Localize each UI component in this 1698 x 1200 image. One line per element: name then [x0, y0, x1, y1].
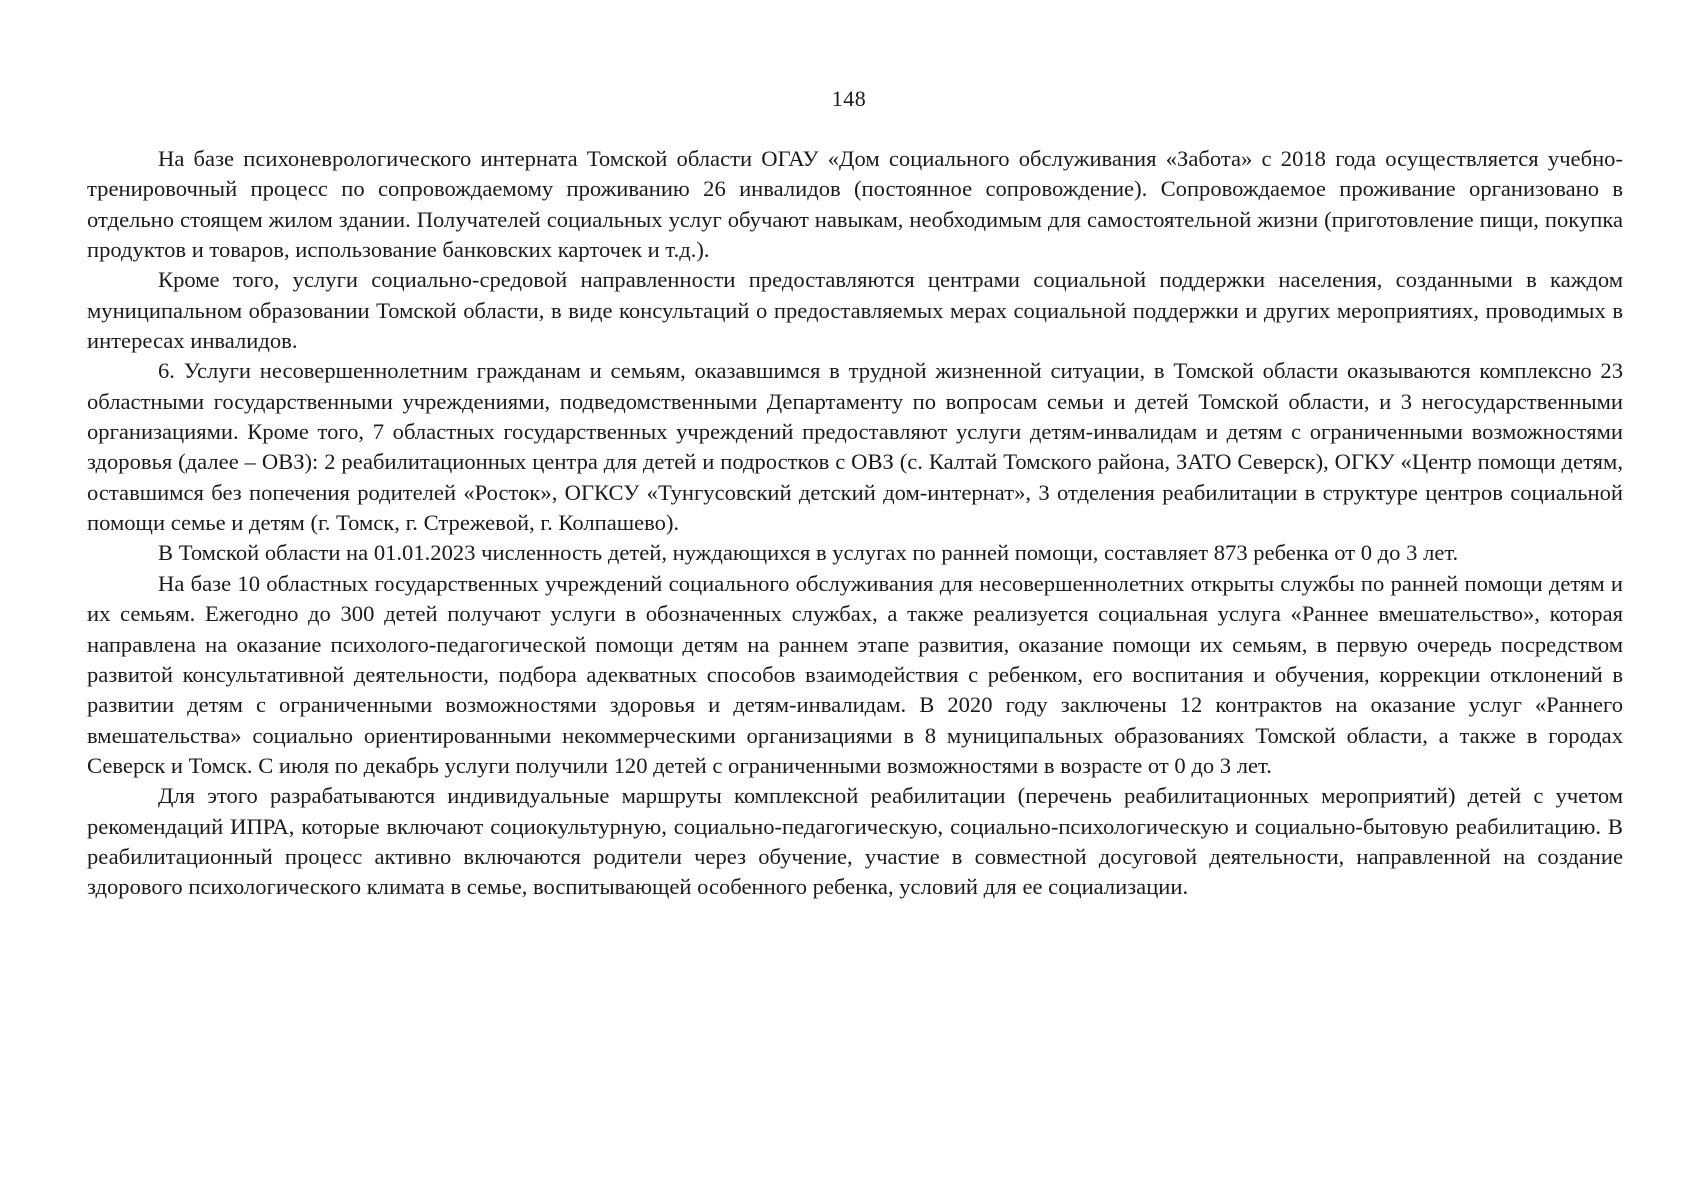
paragraph-supported-living: На базе психоневрологического интерната Томской области ОГАУ «Дом социального обслуживания «Забота» с 2018 года осуществляется учебно-тренировочный процесс по сопровождаемому проживанию 26 инвалидов (постоянное сопровождение). Сопровождаемое проживание организовано в отдельно стоящем жилом здании. Получателей социальных услуг обучают навыкам, необходимым для самостоятельной жизни (приготовление пищи, покупка продуктов и товаров, использование банковских карточек и т.д.).: [87, 146, 1623, 263]
page-number: 148: [831, 86, 867, 111]
paragraph-early-help-services: На базе 10 областных государственных учреждений социального обслуживания для несовершеннолетних открыты службы по ранней помощи детям и их семьям. Ежегодно до 300 детей получают услуги в обозначенных службах, а также реализуется социальная услуга «Раннее вмешательство», которая направлена на оказание психолого-педагогической помощи детям на раннем этапе развития, оказание помощи их семьям, в первую очередь посредством развитой консультативной деятельности, подбора адекватных способов взаимодействия с ребенком, его воспитания и обучения, коррекции отклонений в развитии детям с ограниченными возможностями здоровья и детям-инвалидам. В 2020 году заключены 12 контрактов на оказание услуг «Раннего вмешательства» социально ориентированными некоммерческими организациями в 8 муниципальных образованиях Томской области, а также в городах Северск и Томск. С июля по декабрь услуги получили 120 детей с ограниченными возможностями в возрасте от 0 до 3 лет.: [87, 570, 1623, 778]
paragraph-social-support-centers: Кроме того, услуги социально-средовой направленности предоставляются центрами социальной поддержки населения, созданными в каждом муниципальном образовании Томской области, в виде консультаций о предоставляемых мерах социальной поддержки и других мероприятиях, проводимых в интересах инвалидов.: [87, 267, 1623, 354]
paragraph-early-help-count: В Томской области на 01.01.2023 численность детей, нуждающихся в услугах по ранней помощи, составляет 873 ребенка от 0 до 3 лет.: [158, 540, 1459, 566]
paragraph-services-minors: 6. Услуги несовершеннолетним гражданам и семьям, оказавшимся в трудной жизненной ситуации, в Томской области оказываются комплексно 23 областными государственными учреждениями, подведомственными Департаменту по вопросам семьи и детей Томской области, и 3 негосударственными организациями. Кроме того, 7 областных государственных учреждений предоставляют услуги детям-инвалидам и детям с ограниченными возможностями здоровья (далее – ОВЗ): 2 реабилитационных центра для детей и подростков с ОВЗ (с. Калтай Томского района, ЗАТО Северск), ОГКУ «Центр помощи детям, оставшимся без попечения родителей «Росток», ОГКСУ «Тунгусовский детский дом-интернат», 3 отделения реабилитации в структуре центров социальной помощи семье и детям (г. Томск, г. Стрежевой, г. Колпашево).: [87, 358, 1623, 536]
paragraph-rehabilitation-routes: Для этого разрабатываются индивидуальные маршруты комплексной реабилитации (перечень реабилитационных мероприятий) детей с учетом рекомендаций ИПРА, которые включают социокультурную, социально-педагогическую, социально-психологическую и социально-бытовую реабилитацию. В реабилитационный процесс активно включаются родители через обучение, участие в совместной досуговой деятельности, направленной на создание здорового психологического климата в семье, воспитывающей особенного ребенка, условий для ее социализации.: [87, 783, 1623, 900]
document-body: [87, 144, 1623, 903]
